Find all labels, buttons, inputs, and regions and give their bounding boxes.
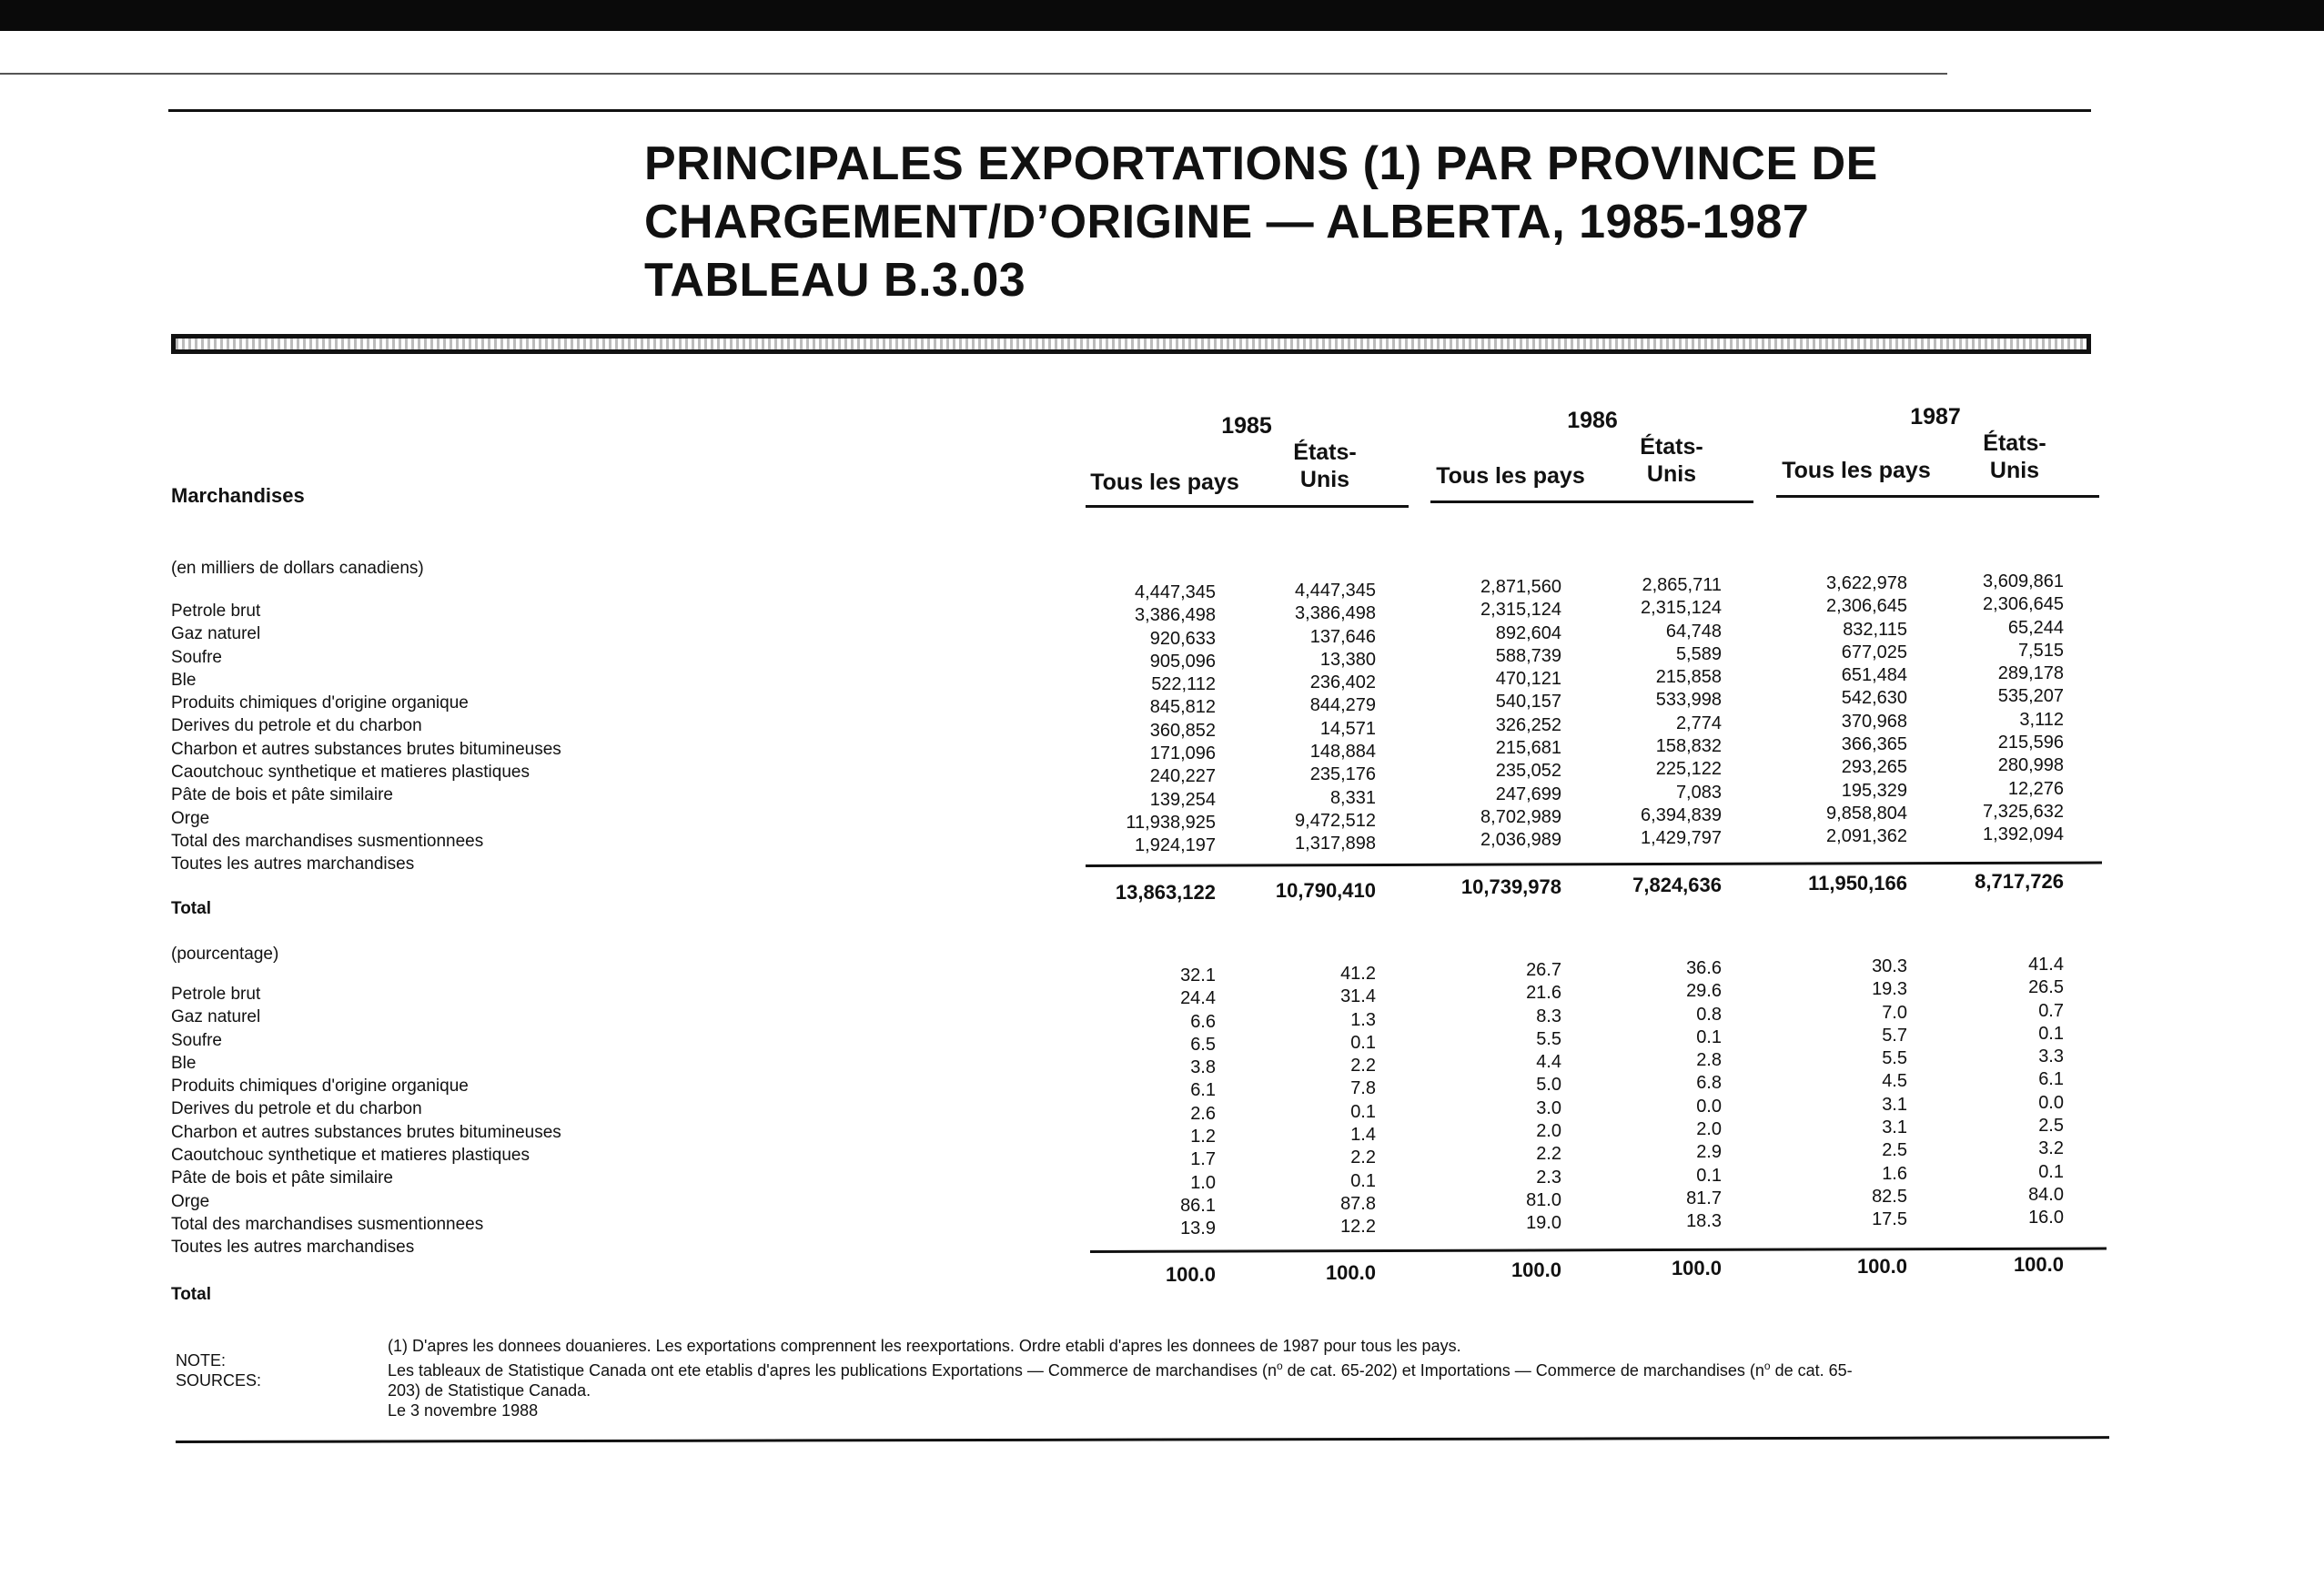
value-cell: 677,025 — [1841, 642, 1907, 662]
bottom-rule — [176, 1436, 2109, 1443]
item-label: Ble — [171, 1053, 197, 1073]
percent-cell: 0.0 — [1696, 1096, 1722, 1117]
value-cell: 8,702,989 — [1480, 806, 1561, 827]
value-cell: 3,386,498 — [1295, 603, 1376, 624]
value-cell: 540,157 — [1495, 692, 1561, 713]
value-cell: 148,884 — [1309, 742, 1376, 763]
col-header-all-1987: Tous les pays — [1782, 458, 1931, 483]
percent-cell: 5.5 — [1882, 1048, 1907, 1069]
values-col-1987-us — [1922, 571, 2064, 847]
scan-artifact-line — [0, 73, 1947, 75]
percent-cell: 3.0 — [1536, 1097, 1561, 1118]
title-line-1: PRINCIPALES EXPORTATIONS (1) PAR PROVINCE DE — [644, 137, 1878, 190]
item-label: Pâte de bois et pâte similaire — [171, 785, 393, 805]
percent-cell: 1.3 — [1350, 1009, 1376, 1030]
item-label: Caoutchouc synthetique et matieres plastiques — [171, 1146, 530, 1166]
value-cell: 293,265 — [1841, 757, 1907, 778]
value-cell: 247,699 — [1495, 783, 1561, 804]
percent-cell: 1.0 — [1190, 1172, 1216, 1193]
value-cell: 9,858,804 — [1826, 803, 1907, 824]
percent-cell: 19.0 — [1526, 1213, 1561, 1234]
percent-cell: 2.6 — [1190, 1103, 1216, 1124]
percent-cell: 36.6 — [1686, 958, 1722, 978]
item-label: Caoutchouc synthetique et matieres plastiques — [171, 763, 530, 783]
values-total-1987-all: 11,950,166 — [1808, 872, 1907, 895]
value-cell: 7,083 — [1675, 782, 1722, 803]
footer-labels — [176, 1350, 261, 1390]
percent-cell: 6.5 — [1190, 1034, 1216, 1055]
percent-cell: 2.2 — [1350, 1056, 1376, 1077]
value-cell: 366,365 — [1841, 734, 1907, 755]
scan-border-top — [0, 0, 2324, 31]
value-cell: 2,871,560 — [1480, 577, 1561, 597]
value-cell: 832,115 — [1843, 619, 1907, 640]
year-1985: 1985 — [1221, 413, 1272, 439]
value-cell: 1,429,797 — [1641, 828, 1722, 849]
value-cell: 522,112 — [1151, 674, 1216, 695]
value-cell: 2,306,645 — [1983, 594, 2064, 615]
percent-total-1985-us: 100.0 — [1325, 1261, 1376, 1284]
percent-cell: 84.0 — [2028, 1184, 2064, 1205]
item-label: Derives du petrole et du charbon — [171, 1099, 422, 1119]
percent-cell: 30.3 — [1872, 956, 1907, 976]
sources-line-1: Les tableaux de Statistique Canada ont ete etablis d'apres les publications Exportations — Commerce de marchandises ($n^o$ de cat. 65-202) et Importations — Commerce de marchandises ($n^o$ de cat. 65- — [388, 1360, 1853, 1380]
percent-cell: 3.8 — [1190, 1057, 1216, 1078]
percent-cell: 2.0 — [1696, 1119, 1722, 1140]
value-cell: 236,402 — [1309, 672, 1376, 693]
percent-cell: 3.3 — [2038, 1046, 2064, 1067]
values-total-1985-all: 13,863,122 — [1115, 881, 1216, 904]
value-cell: 11,938,925 — [1126, 812, 1216, 833]
percent-cell: 0.7 — [2038, 1000, 2064, 1021]
value-cell: 1,392,094 — [1983, 824, 2064, 845]
percent-cell: 0.1 — [2038, 1161, 2064, 1182]
percent-cell: 0.1 — [1350, 1032, 1376, 1053]
value-cell: 215,596 — [1997, 733, 2064, 753]
year-1987: 1987 — [1910, 404, 1961, 430]
percent-cell: 26.5 — [2028, 977, 2064, 998]
item-label: Petrole brut — [171, 601, 261, 621]
values-col-1987-all — [1765, 572, 1907, 849]
value-cell: 370,968 — [1841, 711, 1907, 732]
percent-cell: 16.0 — [2028, 1208, 2064, 1228]
percent-cell: 41.2 — [1340, 964, 1376, 984]
percent-cell: 86.1 — [1180, 1195, 1216, 1216]
value-cell: 3,609,861 — [1983, 571, 2064, 591]
percent-cell: 4.5 — [1882, 1071, 1907, 1092]
percent-cell: 13.9 — [1180, 1218, 1216, 1239]
item-label: Toutes les autres marchandises — [171, 1238, 415, 1258]
percent-cell: 24.4 — [1180, 988, 1216, 1009]
col-header-us-1987: États- Unis — [1983, 430, 2046, 483]
percent-cell: 6.6 — [1190, 1011, 1216, 1032]
percent-cell: 5.7 — [1882, 1025, 1907, 1046]
value-cell: 2,306,645 — [1826, 596, 1907, 617]
document-title — [644, 135, 1918, 309]
year-1986: 1986 — [1567, 408, 1618, 433]
values-col-1986-us — [1580, 574, 1722, 851]
value-cell: 3,622,978 — [1826, 573, 1907, 593]
value-cell: 844,279 — [1309, 695, 1376, 716]
value-cell: 225,122 — [1655, 759, 1722, 780]
percent-total-1987-us: 100.0 — [2013, 1253, 2064, 1276]
value-cell: 1,317,898 — [1295, 834, 1376, 854]
percent-cell: 21.6 — [1526, 983, 1561, 1004]
percent-col-1987-us — [1922, 954, 2064, 1230]
percent-col-1985-all — [1074, 965, 1216, 1241]
percent-cell: 2.5 — [2038, 1116, 2064, 1137]
item-label: Total des marchandises susmentionnees — [171, 831, 484, 851]
percent-cell: 3.2 — [2038, 1138, 2064, 1159]
percent-cell: 1.2 — [1190, 1127, 1216, 1147]
value-cell: 2,865,711 — [1642, 575, 1722, 595]
row-header-marchandises: Marchandises — [171, 484, 305, 507]
percent-cell: 1.6 — [1882, 1163, 1907, 1184]
title-line-2: CHARGEMENT/D’ORIGINE — ALBERTA, 1985-1987 — [644, 196, 1810, 248]
percent-cell: 5.0 — [1536, 1075, 1561, 1096]
value-cell: 4,447,345 — [1295, 581, 1376, 601]
value-cell: 3,386,498 — [1135, 605, 1216, 626]
values-total-1987-us: 8,717,726 — [1975, 870, 2064, 893]
values-col-1985-all — [1074, 581, 1216, 858]
percent-cell: 7.8 — [1350, 1078, 1376, 1099]
value-cell: 892,604 — [1495, 622, 1561, 643]
percent-cell: 0.0 — [2038, 1092, 2064, 1113]
value-cell: 12,276 — [2007, 778, 2064, 799]
percent-cell: 4.4 — [1536, 1052, 1561, 1073]
value-cell: 280,998 — [1997, 755, 2064, 776]
value-cell: 5,589 — [1675, 643, 1722, 664]
value-cell: 4,447,345 — [1135, 582, 1216, 602]
note-label: NOTE: — [176, 1351, 227, 1370]
value-cell: 535,207 — [1997, 686, 2064, 707]
item-labels-percent — [171, 983, 561, 1259]
top-rule — [168, 109, 2091, 112]
item-label: Charbon et autres substances brutes bitumineuses — [171, 739, 561, 759]
value-cell: 235,176 — [1309, 764, 1376, 785]
percent-cell: 3.1 — [1882, 1117, 1907, 1138]
percent-cell: 82.5 — [1872, 1186, 1907, 1207]
value-cell: 326,252 — [1495, 714, 1561, 735]
percent-cell: 7.0 — [1882, 1002, 1907, 1023]
value-cell: 215,858 — [1655, 667, 1722, 688]
value-cell: 13,380 — [1319, 649, 1376, 670]
percent-cell: 6.1 — [2038, 1069, 2064, 1090]
percent-cell: 2.5 — [1882, 1140, 1907, 1161]
percent-total-1987-all: 100.0 — [1856, 1255, 1907, 1278]
value-cell: 920,633 — [1149, 628, 1216, 649]
values-total-rule — [1086, 861, 2102, 867]
percent-cell: 81.7 — [1686, 1188, 1722, 1208]
value-cell: 588,739 — [1495, 645, 1561, 666]
percent-total-label: Total — [171, 1285, 211, 1304]
item-label: Gaz naturel — [171, 1007, 261, 1027]
value-cell: 533,998 — [1655, 690, 1722, 711]
sources-label: SOURCES: — [176, 1371, 262, 1390]
value-cell: 6,394,839 — [1641, 804, 1722, 825]
percent-cell: 1.7 — [1190, 1149, 1216, 1170]
decorative-band — [171, 334, 2091, 354]
item-label: Total des marchandises susmentionnees — [171, 1214, 484, 1234]
item-label: Produits chimiques d'origine organique — [171, 1077, 469, 1097]
value-cell: 2,774 — [1675, 713, 1722, 733]
document-date: Le 3 novembre 1988 — [388, 1401, 539, 1420]
item-label: Petrole brut — [171, 985, 261, 1004]
value-cell: 215,681 — [1495, 738, 1561, 759]
percent-cell: 81.0 — [1526, 1189, 1561, 1210]
value-cell: 64,748 — [1665, 621, 1722, 642]
percent-cell: 0.1 — [1696, 1165, 1722, 1186]
value-cell: 8,331 — [1329, 787, 1376, 808]
percent-col-1986-us — [1580, 957, 1722, 1234]
percent-col-1987-all — [1765, 955, 1907, 1232]
value-cell: 2,036,989 — [1480, 830, 1561, 851]
percent-cell: 0.1 — [1350, 1101, 1376, 1122]
percent-cell: 0.1 — [2038, 1023, 2064, 1044]
footer-text — [388, 1336, 2117, 1420]
value-cell: 65,244 — [2007, 617, 2064, 638]
value-cell: 651,484 — [1841, 665, 1907, 686]
values-total-label: Total — [171, 899, 211, 918]
value-cell: 1,924,197 — [1135, 835, 1216, 856]
percent-cell: 8.3 — [1536, 1006, 1561, 1026]
percent-cell: 41.4 — [2028, 955, 2064, 975]
value-cell: 360,852 — [1149, 720, 1216, 741]
percent-cell: 2.9 — [1696, 1142, 1722, 1163]
percent-cell: 0.1 — [1696, 1026, 1722, 1047]
values-col-1985-us — [1234, 580, 1376, 856]
percent-cell: 87.8 — [1340, 1193, 1376, 1214]
percent-total-1986-all: 100.0 — [1511, 1259, 1561, 1281]
value-cell: 158,832 — [1655, 736, 1722, 757]
col-header-us-1985: États- Unis — [1293, 440, 1357, 492]
header-underline-1985 — [1086, 505, 1409, 508]
item-labels-values — [171, 600, 561, 876]
value-cell: 542,630 — [1841, 688, 1907, 709]
item-label: Soufre — [171, 647, 222, 667]
values-total-1986-all: 10,739,978 — [1460, 875, 1561, 898]
percent-total-1986-us: 100.0 — [1671, 1257, 1722, 1279]
header-underline-1986 — [1430, 500, 1753, 503]
item-label: Pâte de bois et pâte similaire — [171, 1168, 393, 1188]
percent-cell: 12.2 — [1340, 1217, 1376, 1238]
item-label: Toutes les autres marchandises — [171, 854, 415, 874]
value-cell: 137,646 — [1309, 626, 1376, 647]
unit-label-percent: (pourcentage) — [171, 945, 279, 964]
percent-cell: 26.7 — [1526, 960, 1561, 980]
value-cell: 7,515 — [2017, 640, 2064, 661]
value-cell: 139,254 — [1149, 789, 1216, 810]
percent-cell: 0.8 — [1696, 1004, 1722, 1025]
item-label: Produits chimiques d'origine organique — [171, 693, 469, 713]
percent-col-1985-us — [1234, 963, 1376, 1239]
values-total-1985-us: 10,790,410 — [1275, 879, 1376, 902]
item-label: Charbon et autres substances brutes bitumineuses — [171, 1122, 561, 1142]
value-cell: 240,227 — [1149, 766, 1216, 787]
value-cell: 171,096 — [1149, 743, 1216, 764]
percent-total-1985-all: 100.0 — [1165, 1263, 1216, 1286]
percent-cell: 32.1 — [1180, 965, 1216, 986]
percent-cell: 2.0 — [1536, 1121, 1561, 1142]
sources-line-2: 203) de Statistique Canada. — [388, 1381, 591, 1400]
percent-cell: 31.4 — [1340, 986, 1376, 1007]
title-line-3: TABLEAU B.3.03 — [644, 254, 1026, 307]
percent-cell: 2.2 — [1350, 1147, 1376, 1168]
value-cell: 235,052 — [1495, 761, 1561, 782]
note-text: (1) D'apres les donnees douanieres. Les exportations comprennent les reexportations. Ordre etabli d'apres les donnees de 1987 pour tous les pays. — [388, 1337, 1461, 1355]
col-header-us-1986: États- Unis — [1640, 434, 1703, 487]
value-cell: 14,571 — [1319, 718, 1376, 739]
item-label: Ble — [171, 670, 197, 690]
percent-cell: 6.8 — [1696, 1073, 1722, 1094]
percent-cell: 6.1 — [1190, 1080, 1216, 1101]
percent-col-1986-all — [1420, 959, 1561, 1236]
unit-label-dollars: (en milliers de dollars canadiens) — [171, 559, 424, 578]
percent-cell: 5.5 — [1536, 1028, 1561, 1049]
item-label: Gaz naturel — [171, 624, 261, 644]
value-cell: 2,091,362 — [1826, 826, 1907, 847]
value-cell: 845,812 — [1149, 697, 1216, 718]
value-cell: 195,329 — [1841, 780, 1907, 801]
percent-cell: 0.1 — [1350, 1170, 1376, 1191]
percent-cell: 1.4 — [1350, 1125, 1376, 1146]
col-header-all-1986: Tous les pays — [1436, 463, 1585, 489]
values-total-1986-us: 7,824,636 — [1632, 874, 1722, 896]
values-col-1986-all — [1420, 576, 1561, 853]
item-label: Derives du petrole et du charbon — [171, 716, 422, 736]
item-label: Soufre — [171, 1030, 222, 1050]
item-label: Orge — [171, 1191, 210, 1211]
value-cell: 289,178 — [1997, 663, 2064, 684]
value-cell: 905,096 — [1149, 651, 1216, 672]
percent-cell: 2.2 — [1536, 1144, 1561, 1165]
percent-cell: 2.3 — [1536, 1167, 1561, 1188]
value-cell: 7,325,632 — [1983, 801, 2064, 822]
percent-cell: 18.3 — [1686, 1211, 1722, 1232]
value-cell: 2,315,124 — [1641, 598, 1722, 619]
value-cell: 3,112 — [2019, 709, 2064, 730]
percent-cell: 19.3 — [1872, 979, 1907, 1000]
value-cell: 9,472,512 — [1295, 810, 1376, 831]
col-header-all-1985: Tous les pays — [1090, 470, 1239, 495]
percent-cell: 17.5 — [1872, 1209, 1907, 1230]
percent-cell: 29.6 — [1686, 981, 1722, 1002]
header-underline-1987 — [1776, 495, 2099, 498]
value-cell: 2,315,124 — [1480, 600, 1561, 621]
value-cell: 470,121 — [1495, 669, 1561, 690]
item-label: Orge — [171, 808, 210, 828]
percent-cell: 2.8 — [1696, 1050, 1722, 1071]
percent-cell: 3.1 — [1882, 1094, 1907, 1115]
